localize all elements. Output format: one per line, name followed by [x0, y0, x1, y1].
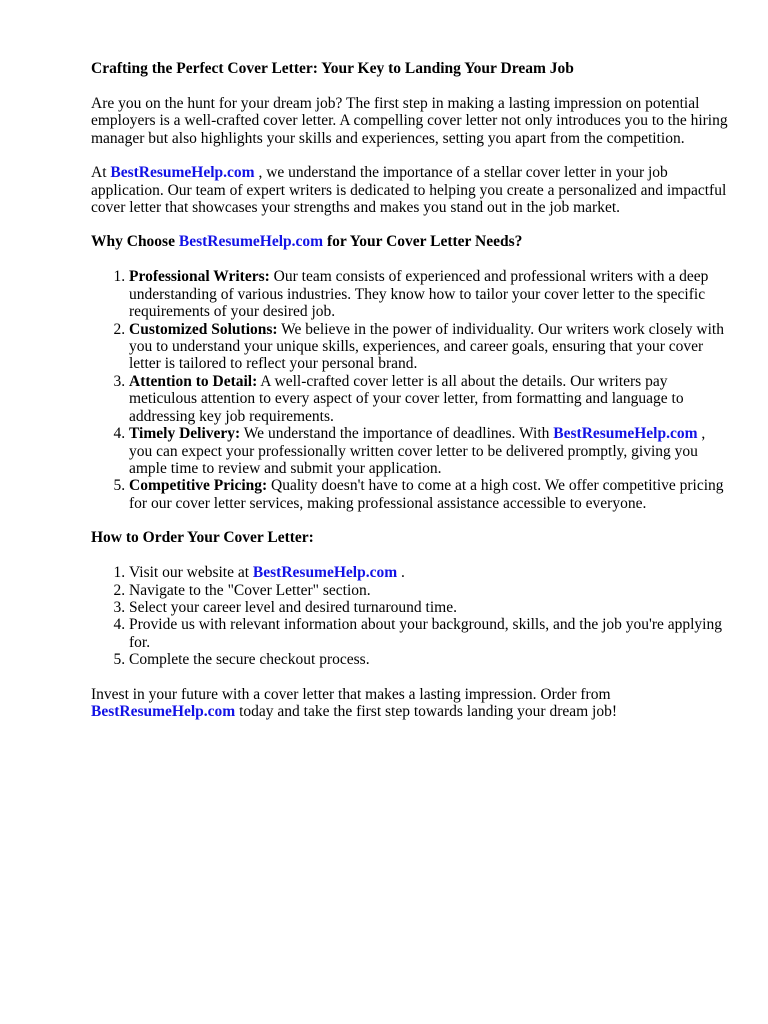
why-heading-suffix: for Your Cover Letter Needs? — [323, 233, 523, 251]
order-step-suffix: . — [397, 564, 405, 582]
why-item-text: Our team consists of experienced and professional writers with a deep understanding of various industries. They know how to tailor your cover letter to the specific requirements of your desired job. — [129, 268, 709, 321]
why-item-customized-solutions — [129, 321, 728, 373]
why-item-text: We believe in the power of individuality. Our writers work closely with you to understand your unique skills, experiences, and career goals, ensuring that your cover letter is tailored to reflect your personal brand. — [129, 320, 724, 373]
intro-paragraph: Are you on the hunt for your dream job? The first step in making a lasting impression on potential employers is a well-crafted cover letter. A compelling cover letter not only introduces you to the hiring manager but also highlights your skills and experiences, setting you apart from the competition. — [91, 95, 728, 147]
order-step-navigate: 2. Navigate to the "Cover Letter" section. — [129, 582, 728, 599]
why-item-timely-delivery — [129, 425, 728, 477]
why-list — [91, 268, 728, 512]
closing-prefix: Invest in your future with a cover letter that makes a lasting impression. Order from — [91, 685, 611, 703]
order-heading: How to Order Your Cover Letter: — [91, 529, 314, 547]
order-step-visit — [129, 564, 728, 581]
why-item-label: Attention to Detail: — [129, 372, 258, 390]
closing-site-link[interactable]: BestResumeHelp.com — [91, 702, 236, 720]
why-item-label: Professional Writers: — [129, 268, 270, 286]
order-step-provide-info: 4. Provide us with relevant information about your background, skills, and the job you're applying for. — [129, 616, 728, 651]
closing-suffix: today and take the first step towards landing your dream job! — [235, 702, 618, 720]
why-item-text: Quality doesn't have to come at a high cost. We offer competitive pricing for our cover letter services, making professional assistance accessible to everyone. — [129, 477, 724, 512]
closing-paragraph — [91, 686, 728, 721]
why-item-competitive-pricing — [129, 477, 728, 512]
about-paragraph — [91, 164, 728, 216]
why-item-attention-to-detail — [129, 373, 728, 425]
why-item-label: Competitive Pricing: — [129, 477, 268, 495]
why-item-text: A well-crafted cover letter is all about the details. Our writers pay meticulous attention to every aspect of your cover letter, from formatting and language to addressing key job requirements. — [129, 372, 684, 425]
about-site-link[interactable]: BestResumeHelp.com — [110, 164, 255, 182]
timely-delivery-site-link[interactable]: BestResumeHelp.com — [553, 425, 698, 443]
why-item-text-after: , you can expect your professionally written cover letter to be delivered promptly, giving you ample time to review and submit your application. — [129, 425, 706, 477]
why-heading — [91, 233, 728, 251]
order-step-select: 3. Select your career level and desired turnaround time. — [129, 599, 728, 616]
why-item-text-before: We understand the importance of deadlines. With — [240, 425, 554, 443]
why-item-label: Customized Solutions: — [129, 320, 278, 338]
about-suffix: , we understand the importance of a stellar cover letter in your job application. Our team of expert writers is dedicated to helping you create a personalized and impactful cover letter that showcases your strengths and makes you stand out in the job market. — [91, 164, 727, 217]
order-step-prefix: Visit our website at — [129, 564, 253, 582]
order-step-checkout: 5. Complete the secure checkout process. — [129, 651, 728, 668]
document-title: Crafting the Perfect Cover Letter: Your Key to Landing Your Dream Job — [91, 60, 574, 77]
why-item-professional-writers — [129, 268, 728, 320]
about-prefix: At — [91, 164, 111, 182]
why-item-label: Timely Delivery: — [129, 425, 241, 443]
order-site-link[interactable]: BestResumeHelp.com — [252, 564, 398, 582]
why-heading-site-link[interactable]: BestResumeHelp.com — [178, 233, 324, 251]
why-heading-prefix: Why Choose — [91, 233, 179, 251]
order-steps-list — [91, 564, 728, 668]
